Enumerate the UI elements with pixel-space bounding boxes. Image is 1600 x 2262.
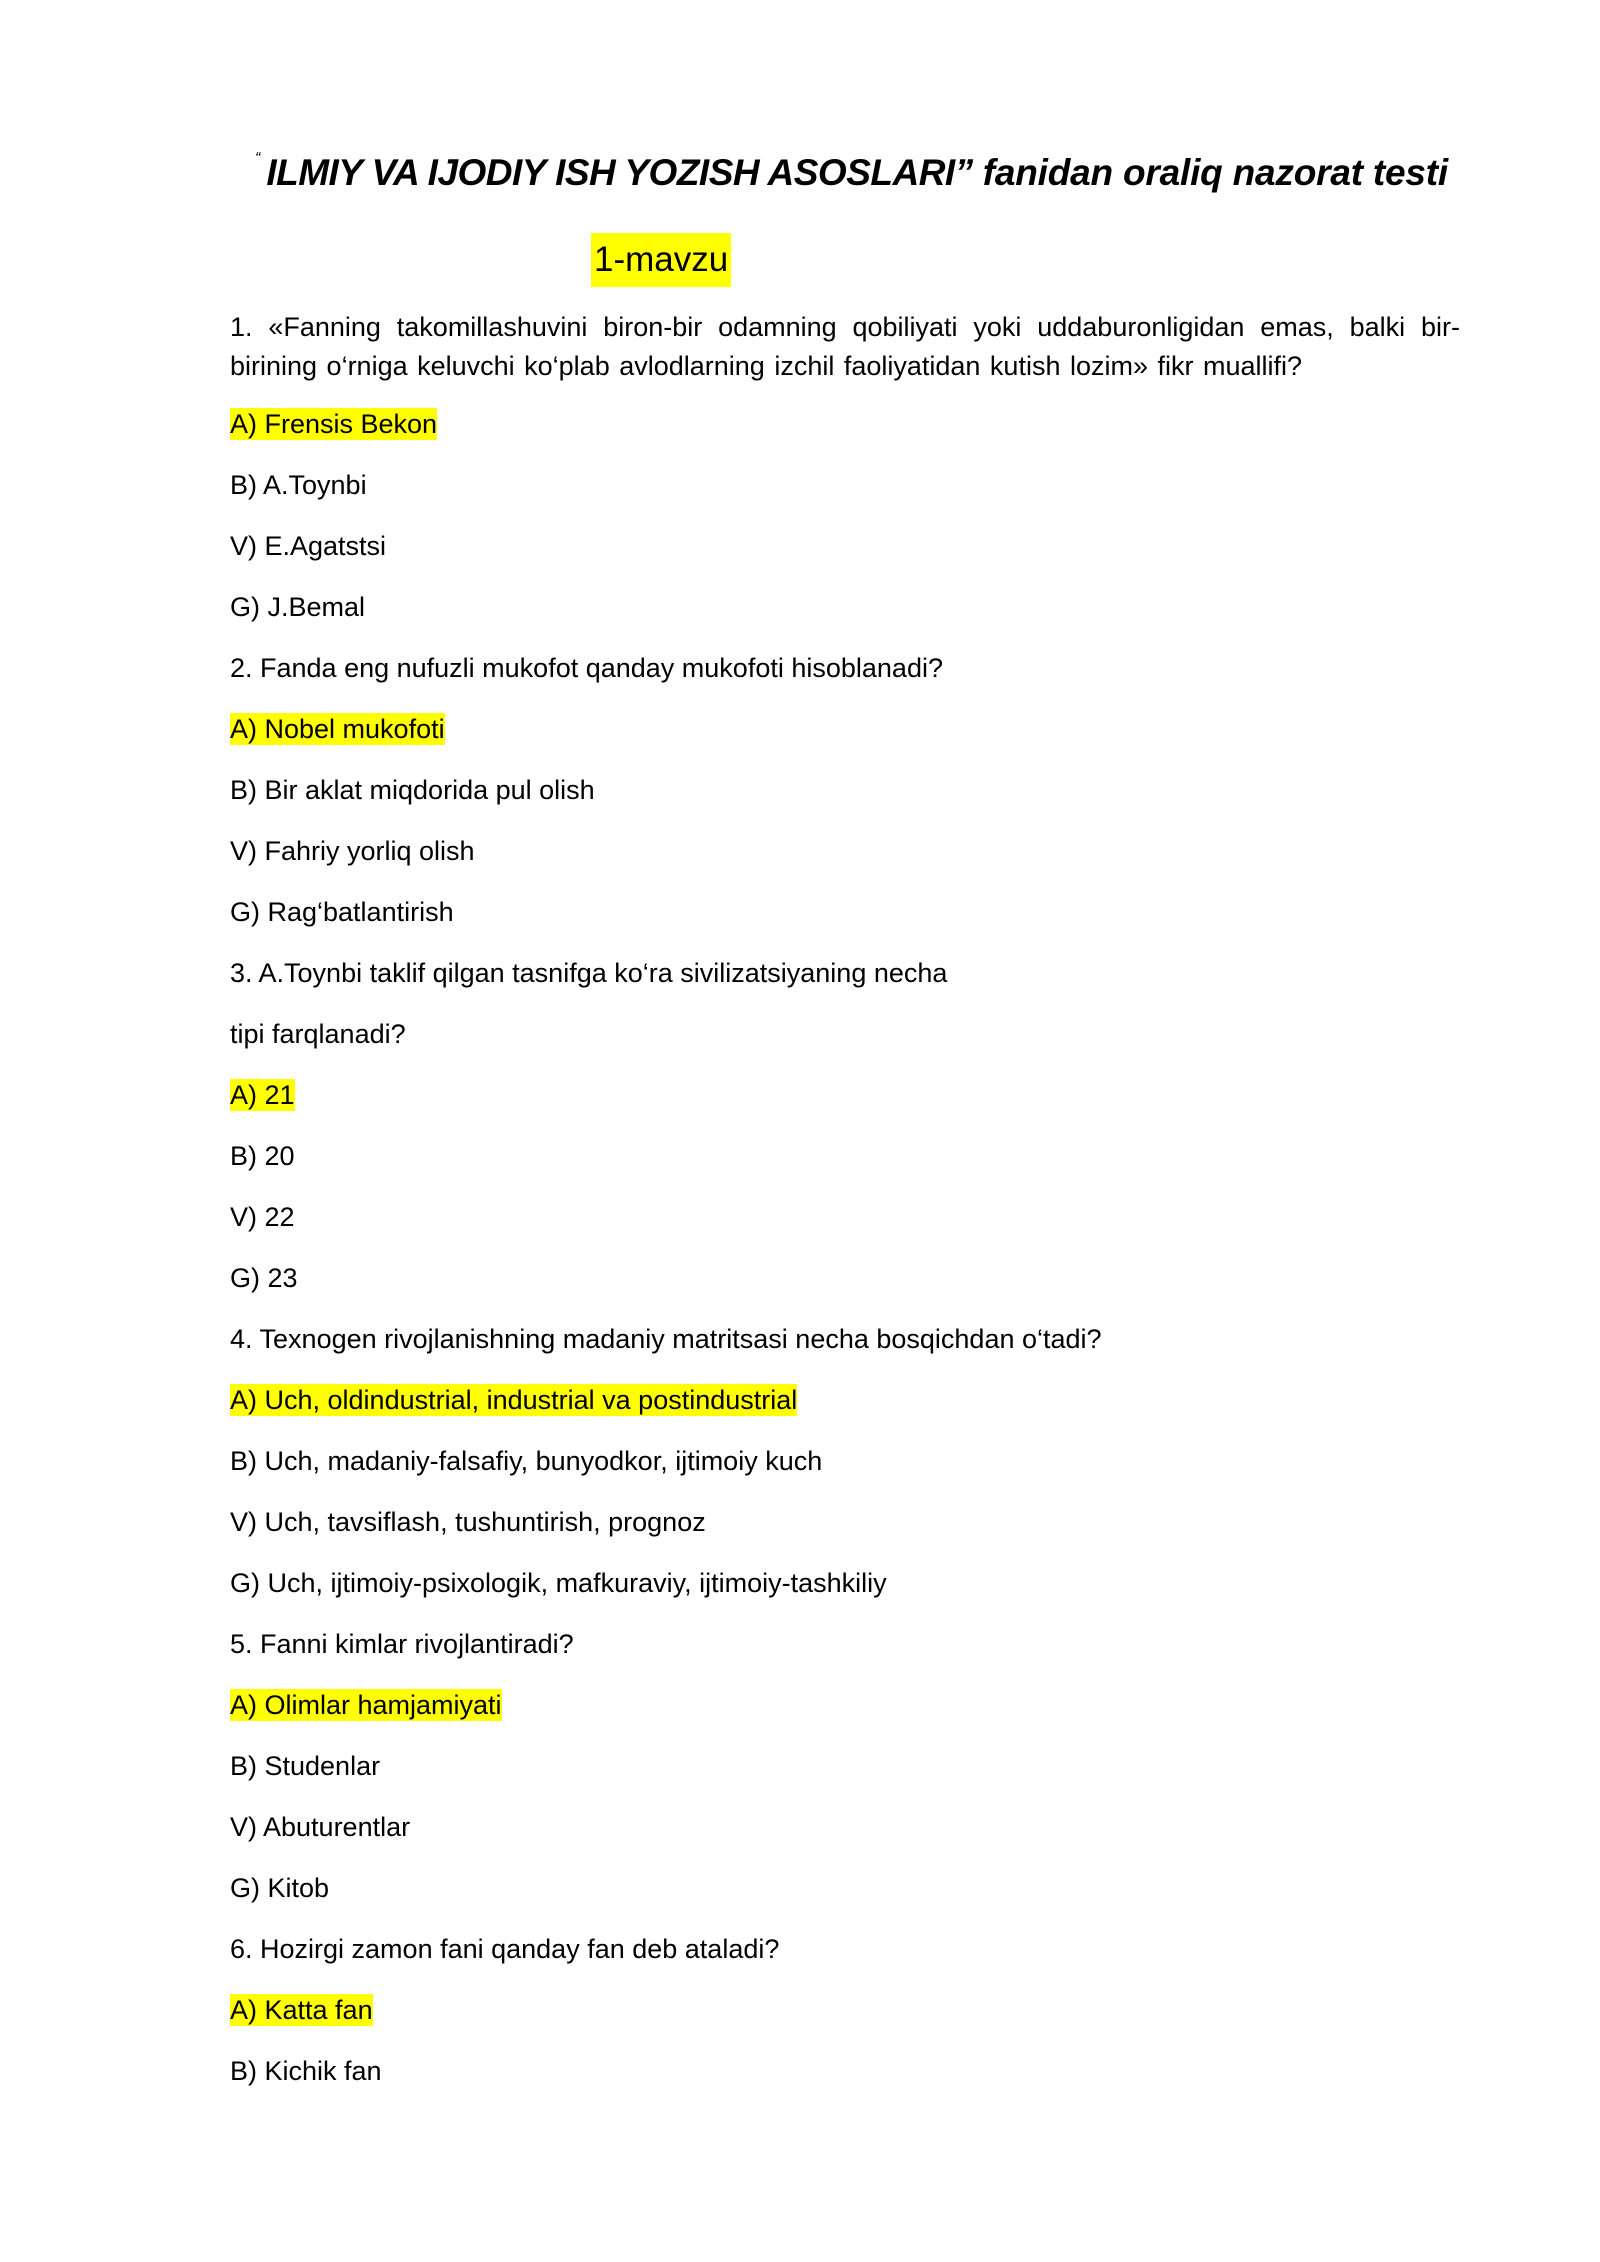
line-text: 4. Texnogen rivojlanishning madaniy matritsasi necha bosqichdan o‘tadi? (230, 1324, 1102, 1354)
line-text: tipi farqlanadi? (230, 1019, 406, 1049)
line-text: V) 22 (230, 1202, 295, 1232)
line-text: V) Uch, tavsiflash, tushuntirish, prognoz (230, 1507, 706, 1537)
topic-heading: 1-mavzu (591, 233, 731, 287)
line-text: G) Rag‘batlantirish (230, 897, 454, 927)
title-subtitle: fanidan oraliq nazorat testi (972, 152, 1448, 193)
test-line (230, 1746, 1460, 1807)
line-text: B) Bir aklat miqdorida pul olish (230, 775, 595, 805)
test-line (230, 1868, 1460, 1929)
line-text: V) Abuturentlar (230, 1812, 411, 1842)
line-text: B) A.Toynbi (230, 470, 367, 500)
line-text: B) Kichik fan (230, 2056, 382, 2086)
correct-answer-line (230, 1990, 1460, 2051)
test-line (230, 1319, 1460, 1380)
test-line (230, 831, 1460, 892)
test-line (230, 770, 1460, 831)
line-text: B) 20 (230, 1141, 295, 1171)
test-questions (230, 308, 1460, 2112)
test-line (230, 1807, 1460, 1868)
correct-answer-line (230, 404, 1460, 465)
test-line (230, 1197, 1460, 1258)
test-line (230, 1624, 1460, 1685)
test-line (230, 2051, 1460, 2112)
line-text: 5. Fanni kimlar rivojlantiradi? (230, 1629, 574, 1659)
correct-answer-line (230, 1075, 1460, 1136)
line-text: G) 23 (230, 1263, 298, 1293)
title-open-quote: “ (255, 150, 261, 167)
test-line (230, 1441, 1460, 1502)
highlighted-answer-text: A) Uch, oldindustrial, industrial va postindustrial (230, 1385, 798, 1415)
line-text: 3. A.Toynbi taklif qilgan tasnifga ko‘ra sivilizatsiyaning necha (230, 958, 948, 988)
test-line (230, 1014, 1460, 1075)
line-text: B) Studenlar (230, 1751, 381, 1781)
line-text: B) Uch, madaniy-falsafiy, bunyodkor, ijtimoiy kuch (230, 1446, 823, 1476)
test-line (230, 1929, 1460, 1990)
highlighted-answer-text: A) Nobel mukofoti (230, 714, 445, 744)
highlighted-answer-text: A) Frensis Bekon (230, 409, 438, 439)
correct-answer-line (230, 1685, 1460, 1746)
test-line (230, 1258, 1460, 1319)
test-line (230, 1563, 1460, 1624)
test-line (230, 587, 1460, 648)
line-text: G) Uch, ijtimoiy-psixologik, mafkuraviy, ijtimoiy-tashkiliy (230, 1568, 887, 1598)
highlighted-answer-text: A) Olimlar hamjamiyati (230, 1690, 502, 1720)
test-line (230, 648, 1460, 709)
line-text: 2. Fanda eng nufuzli mukofot qanday mukofoti hisoblanadi? (230, 653, 943, 683)
test-line (230, 526, 1460, 587)
test-line (230, 953, 1460, 1014)
line-text: V) Fahriy yorliq olish (230, 836, 475, 866)
correct-answer-line (230, 1380, 1460, 1441)
test-line (230, 308, 1460, 404)
test-line (230, 1502, 1460, 1563)
highlighted-answer-text: A) 21 (230, 1080, 295, 1110)
title-course-name: ILMIY VA IJODIY ISH YOZISH ASOSLARI” (266, 152, 973, 193)
test-line (230, 1136, 1460, 1197)
test-line (230, 465, 1460, 526)
test-line (230, 892, 1460, 953)
line-text: G) J.Bemal (230, 592, 366, 622)
line-text: 6. Hozirgi zamon fani qanday fan deb ataladi? (230, 1934, 780, 1964)
highlighted-answer-text: A) Katta fan (230, 1995, 373, 2025)
line-text: G) Kitob (230, 1873, 330, 1903)
correct-answer-line (230, 709, 1460, 770)
document-title (255, 150, 1448, 194)
line-text: V) E.Agatstsi (230, 531, 387, 561)
line-text: 1. «Fanning takomillashuvini biron-bir odamning qobiliyati yoki uddaburonligidan emas, balki bir-birining o‘rniga keluvchi ko‘plab avlodlarning izchil faoliyatidan kutish lozim» fikr muallifi? (230, 312, 1460, 381)
